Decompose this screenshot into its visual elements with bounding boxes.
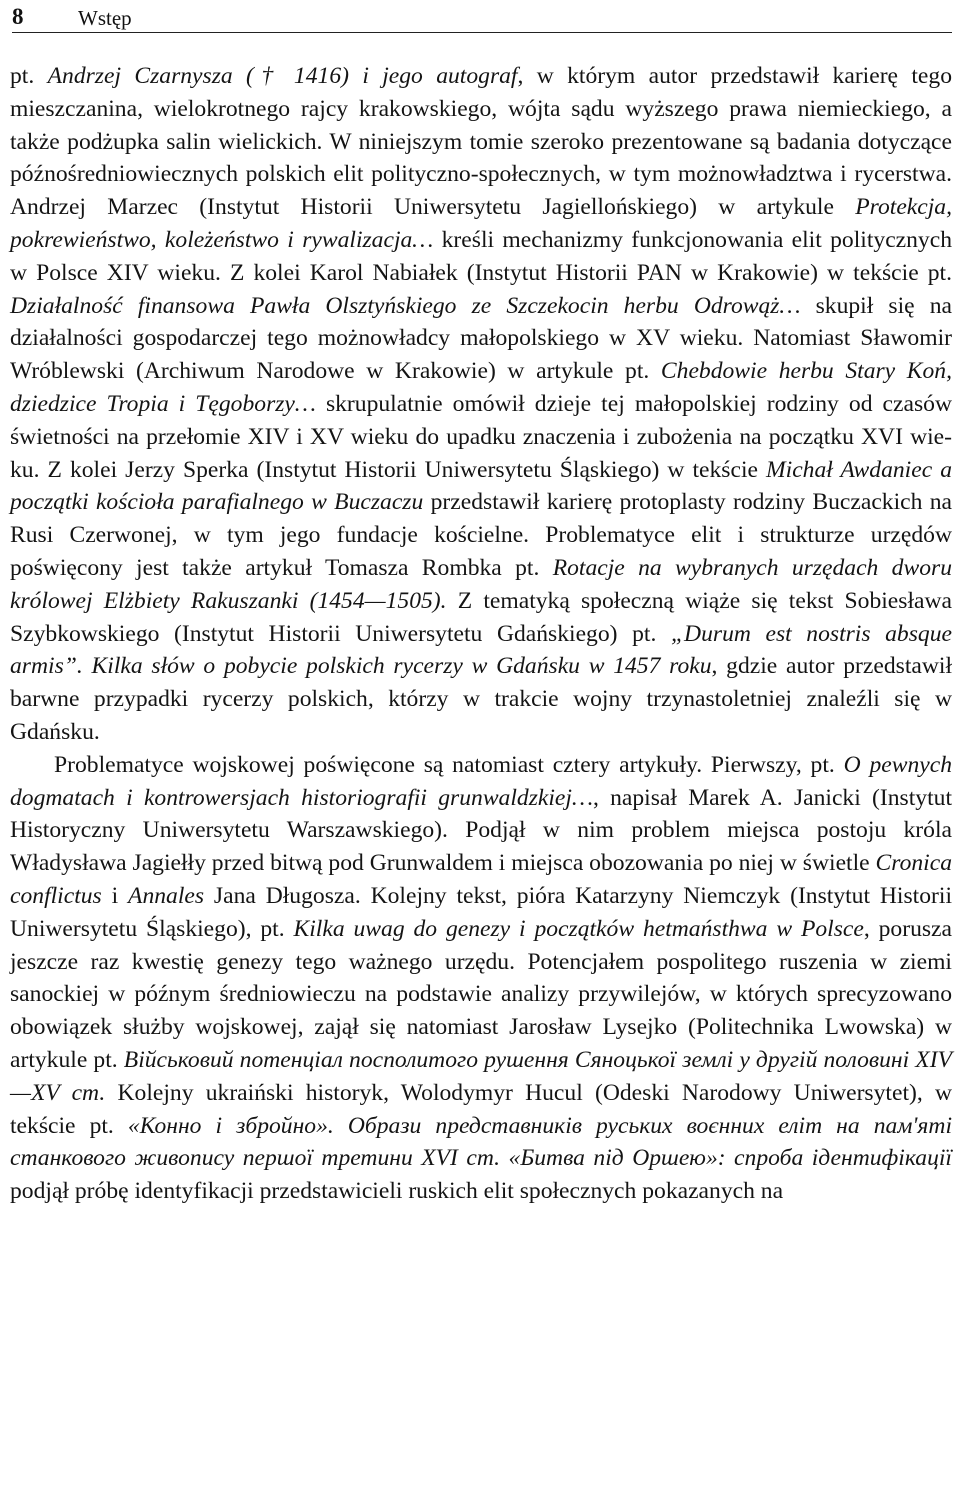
text-run: Jana Długosza. Kolejny tekst, pióra Katarzyny Niemczyk (Instytut Historii Uniwersytetu Śląskiego), pt. (10, 882, 952, 942)
text-run: przedstawił karierę protoplasty rodziny Buczackich na Rusi Czerwonej, w tym jego fundacje kościelne. Problematyce elit i strukturze urzędów poświęcony jest także artykuł Tomasza Rombka pt. (10, 489, 953, 581)
text-run: , gdzie autor przedstawił barwne przypadki rycerzy polskich, którzy w trakcie wojny trzynastoletniej znaleźli się w Gdańsku. (10, 653, 952, 745)
title-citation: O pewnych dogmatach i kontrowersjach historiografii grunwaldzkiej… (10, 751, 952, 811)
title-citation: «Конно і збройно». Образи представників руських воєнних еліт на пам'яті станкового живопису першої третини XVI ст. «Битва під Оршею»: спроба ідентифікації (10, 1112, 952, 1172)
chapter-title: Wstęp (78, 6, 132, 30)
running-header (12, 0, 952, 33)
text-run: skrupulatnie omówił dzieje tej małopolskiej rodziny od czasów świetności na przełomie XIV i XV wieku do upadku znaczenia i zubożenia na początku XVI wieku. Z kolei Jerzy Sperka (Instytut Historii Uniwersytetu Śląskiego) w tekście (10, 390, 952, 483)
paragraph-1 (10, 60, 952, 749)
text-run: podjął próbę identyfikacji przedstawicieli ruskich elit społecznych pokazanych na (10, 1178, 784, 1205)
text-run: kreśli mechanizmy funkcjonowania elit politycznych w Polsce XIV wieku. Z kolei Karol Nabiałek (Instytut Historii PAN w Krakowie) w tekście pt. (10, 226, 952, 286)
title-citation: Andrzej Czarnysza († 1416) i jego autograf (47, 63, 518, 89)
text-run: , porusza jeszcze raz kwestię genezy tego ważnego urzędu. Potencjałem pospolitego ruszenia w ziemi sanockiej w późnym średniowieczu na podstawie analizy przywilejów, w których sprecyzowano obowiązek służby wojskowej, zajął się natomiast Jarosław Lysejko (Politechnika Lwowska) w artykule pt. (10, 915, 952, 1073)
title-citation: Annales (128, 882, 205, 909)
page-number: 8 (12, 4, 24, 29)
text-run: , napisał Marek A. Janicki (Instytut Historyczny Uniwersytetu Warszawskiego). Podjął w nim problem miejsca postoju króla Władysława Jagiełły przed bitwą pod Grunwaldem i miejsca obozowania po niej w świetle (10, 784, 952, 877)
text-run: i (101, 882, 129, 909)
title-citation: Działalność finansowa Pawła Olsztyńskiego ze Szczekocin herbu Odrowąż… (10, 292, 801, 319)
title-citation: Chebdowie herbu Stary Koń, dziedzice Tropia i Tęgoborzy… (10, 358, 953, 417)
text-run: , w którym autor przedstawił karierę tego mieszczanina, wielokrotnego rajcy krakowskiego, wójta sądu wyższego prawa niemieckiego, a także podżupka salin wielickich. W niniejszym tomie szeroko prezentowane są badania dotyczące późnośredniowiecznych polskich elit polityczno-społecznych, w tym możnowładztwa i rycerstwa. Andrzej Marzec (Instytut Historii Uniwersytetu Jagiellońskiego) w artykule (10, 63, 952, 221)
title-citation: Protekcja, pokrewieństwo, koleżeństwo i rywalizacja… (10, 194, 952, 253)
title-citation: „Durum est nostris absque armis”. Kilka słów o pobycie polskich rycerzy w Gdańsku w 1457 roku (10, 620, 952, 680)
title-citation: Kilka uwag do genezy i początków hetmaństhwa w Polsce (293, 915, 864, 942)
title-citation: Michał Awdaniec a początki kościoła parafialnego w Buczaczu (10, 456, 952, 516)
paragraph-2 (10, 749, 952, 1208)
title-citation: Cronica conflictus (10, 850, 952, 909)
text-run: pt. (10, 63, 48, 89)
text-run: Problematyce wojskowej poświęcone są natomiast cztery artykuły. Pierwszy, pt. (54, 751, 844, 778)
title-citation: Rotacje na wybranych urzędach dworu królowej Elżbiety Rakuszanki (1454—1505). (10, 554, 952, 614)
text-run: skupił się na działalności gospodarczej tego możnowładcy małopolskiego w XV wieku. Natomiast Sławomir Wróblewski (Archiwum Narodowe w Krakowie) w artykule pt. (10, 292, 952, 385)
text-run: Kolejny ukraiński historyk, Wolodymyr Hucul (Odeski Narodowy Uniwersytet), w tekście pt. (10, 1079, 953, 1139)
text-run: Z tematyką społeczną wiąże się tekst Sobiesława Szybkowskiego (Instytut Historii Uniwersytetu Gdańskiego) pt. (10, 587, 952, 647)
title-citation: Військовий потенціал посполитого рушення Сяноцької землі у другій половині XIV—XV ст. (10, 1046, 952, 1106)
body-text (10, 60, 952, 1208)
